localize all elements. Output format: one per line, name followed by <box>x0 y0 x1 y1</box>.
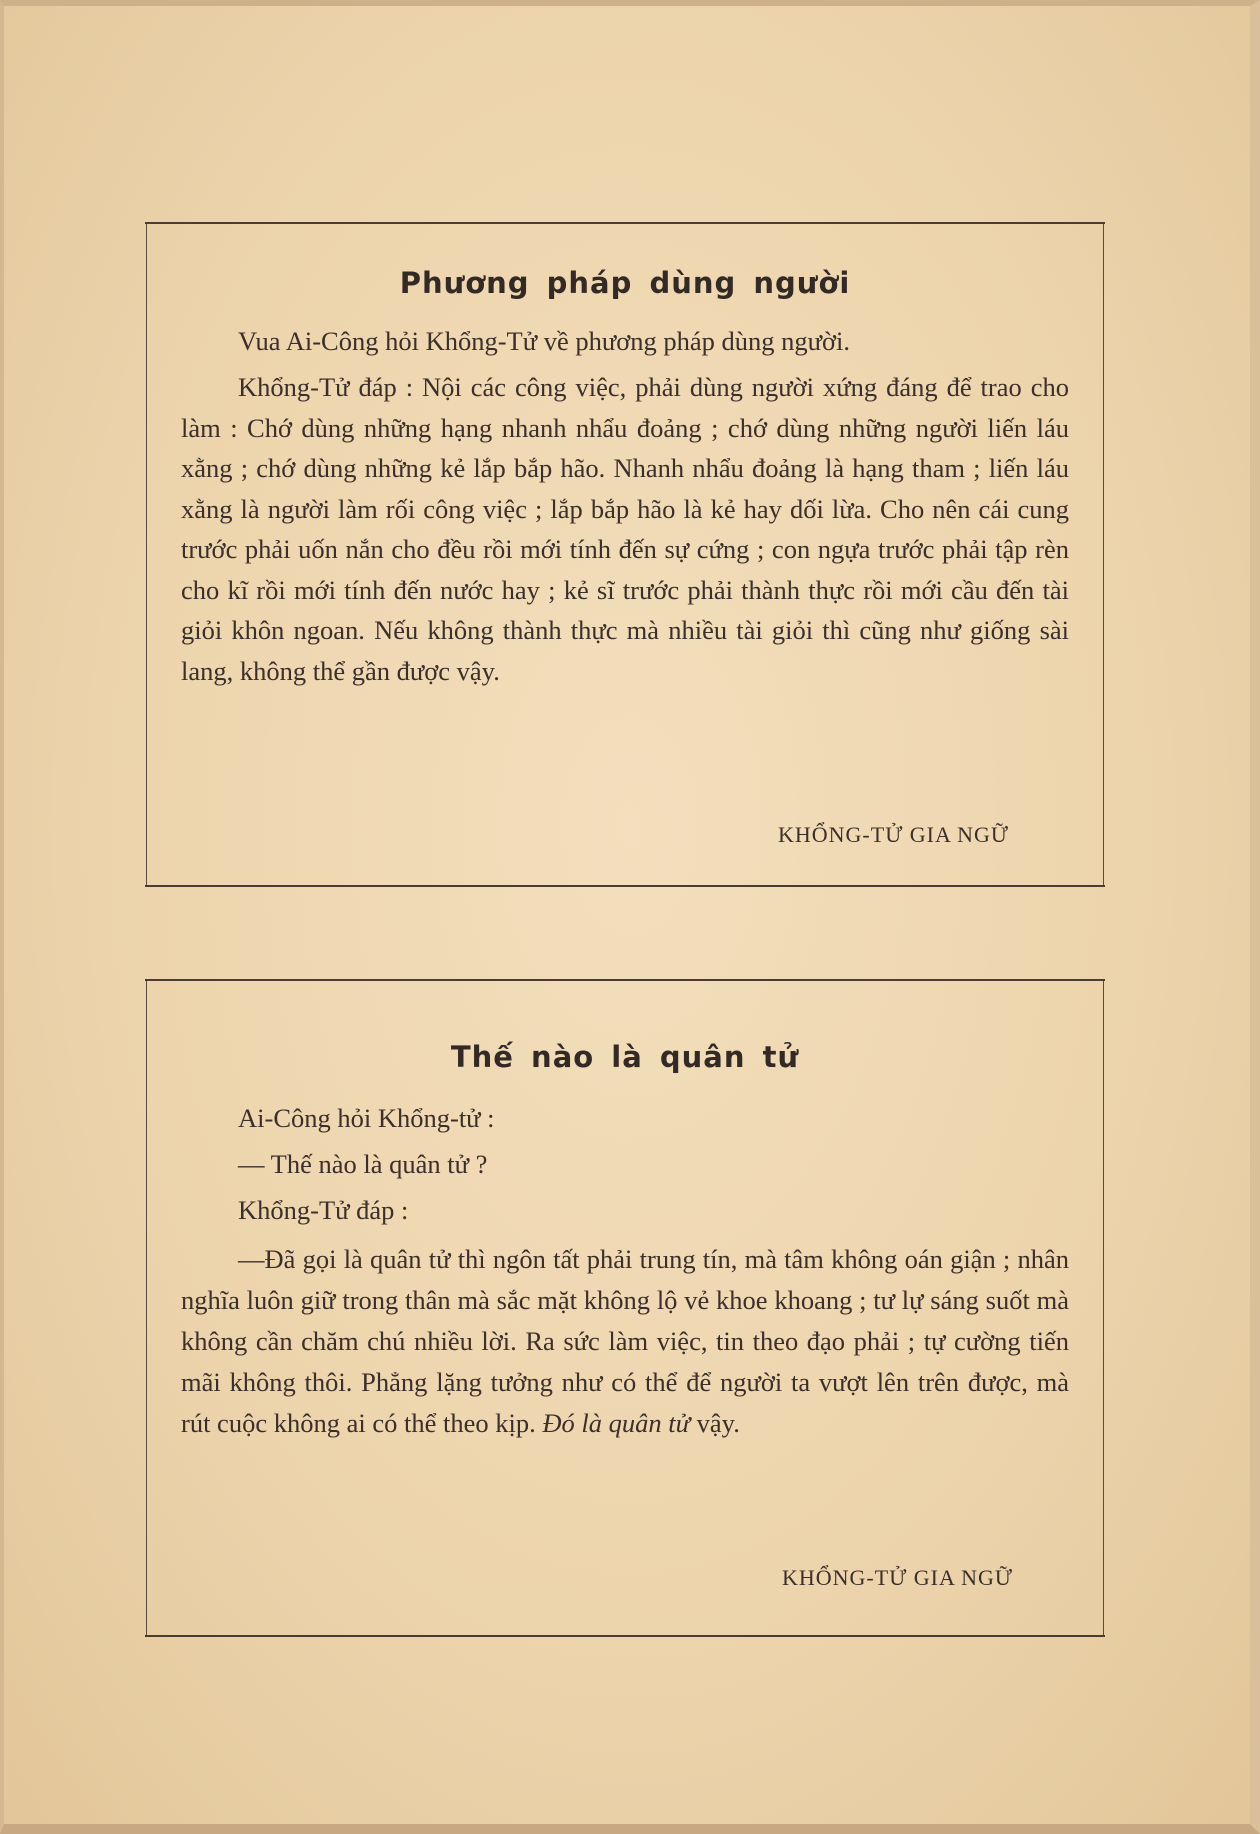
article-source: KHỔNG-TỬ GIA NGỮ <box>781 1565 1013 1590</box>
dialogue-line: Khổng-Tử đáp : <box>238 1195 409 1225</box>
article-source: KHỔNG-TỬ GIA NGỮ <box>777 822 1009 847</box>
article-box-using-people <box>146 222 1104 887</box>
article-body-text: —Đã gọi là quân tử thì ngôn tất phải trung tín, mà tâm không oán giận ; nhân nghĩa luôn giữ trong thân mà sắc mặt không lộ vẻ khoe khoang ; tư lự sáng suốt mà không cần chăm chú nhiều lời. Ra sức làm việc, tin theo đạo phải ; tự cường tiến mãi không thôi. Phẳng lặng tưởng như có thể để người ta vượt lên trên được, mà rút cuộc không ai có thể theo kịp. <box>181 1244 1069 1438</box>
article-title: Phương pháp dùng người <box>399 266 851 300</box>
dialogue-line: Ai-Công hỏi Khổng-tử : <box>238 1103 495 1133</box>
article-title: Thế nào là quân tử <box>450 1040 800 1074</box>
dialogue-line: — Thế nào là quân tử ? <box>238 1149 488 1179</box>
article-box-gentleman <box>146 979 1104 1637</box>
article-body: Khổng-Tử đáp : Nội các công việc, phải dùng người xứng đáng để trao cho làm : Chớ dùng những hạng nhanh nhẩu đoảng ; chớ dùng những người liến láu xằng ; chớ dùng những kẻ lắp bắp hão. Nhanh nhẩu đoảng là hạng tham ; liến láu xằng là người làm rối công việc ; lắp bắp hão là kẻ hay dối lừa. Cho nên cái cung trước phải uốn nắn cho đều rồi mới tính đến sự cứng ; con ngựa trước phải tập rèn cho kĩ rồi mới tính đến nước hay ; kẻ sĩ trước phải thành thực rồi mới cầu đến tài giỏi khôn ngoan. Nếu không thành thực mà nhiều tài giỏi thì cũng như giống sài lang, không thể gần được vậy. <box>181 372 1069 686</box>
article-body-tail: vậy. <box>690 1408 740 1438</box>
article-body-emphasis: Đó là quân tử <box>542 1408 691 1438</box>
article-body <box>181 1239 1069 1444</box>
article-intro: Vua Ai-Công hỏi Khổng-Tử về phương pháp dùng người. <box>238 326 850 356</box>
